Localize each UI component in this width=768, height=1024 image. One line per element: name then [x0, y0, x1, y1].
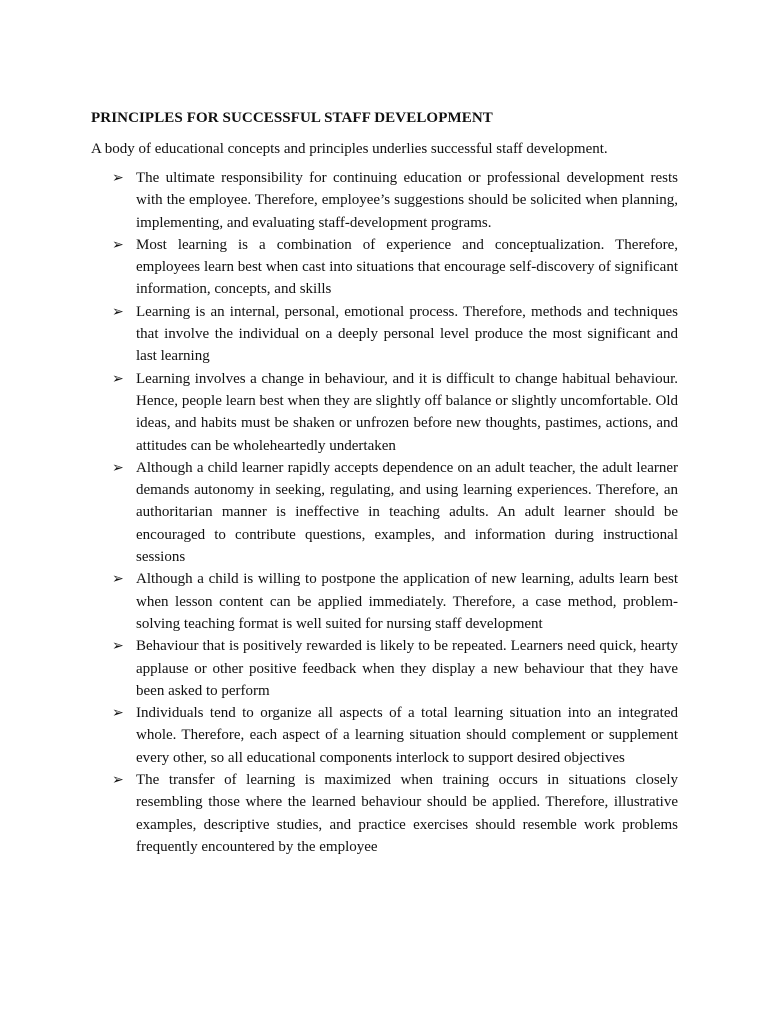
list-item	[112, 234, 678, 301]
list-item	[112, 702, 678, 769]
arrowhead-bullet-icon: ➢	[112, 571, 124, 588]
list-item-text: Most learning is a combination of experience and conceptualization. Therefore, employees learn best when cast into situations that encourage self-discovery of significant information, concepts, and skills	[136, 236, 678, 298]
list-item	[112, 457, 678, 568]
arrowhead-bullet-icon: ➢	[112, 303, 124, 320]
page-title: PRINCIPLES FOR SUCCESSFUL STAFF DEVELOPMENT	[91, 110, 493, 126]
list-item	[112, 301, 678, 368]
list-item	[112, 167, 678, 234]
arrowhead-bullet-icon: ➢	[112, 459, 124, 476]
arrowhead-bullet-icon: ➢	[112, 638, 124, 655]
arrowhead-bullet-icon: ➢	[112, 772, 124, 789]
arrowhead-bullet-icon: ➢	[112, 705, 124, 722]
principles-list	[112, 167, 678, 858]
list-item-text: Behaviour that is positively rewarded is likely to be repeated. Learners need quick, hearty applause or other positive feedback when they display a new behaviour that they have been asked to perform	[136, 638, 678, 699]
list-item-text: The transfer of learning is maximized when training occurs in situations closely resembling those where the learned behaviour should be applied. Therefore, illustrative examples, descriptive studies, and practice exercises should resemble work problems frequently encountered by the employee	[136, 772, 678, 855]
list-item-text: Learning is an internal, personal, emotional process. Therefore, methods and techniques that involve the individual on a deeply personal level produce the most significant and last learning	[136, 303, 678, 365]
list-item-text: Although a child is willing to postpone the application of new learning, adults learn best when lesson content can be applied immediately. Therefore, a case method, problem-solving teaching format is well suited for nursing staff development	[136, 571, 678, 632]
list-item-text: Although a child learner rapidly accepts dependence on an adult teacher, the adult learner demands autonomy in seeking, regulating, and using learning experiences. Therefore, an authoritarian manner is ineffective in teaching adults. An adult learner should be encouraged to contribute questions, examples, and information during instructional sessions	[136, 459, 678, 566]
intro-paragraph: A body of educational concepts and principles underlies successful staff development.	[91, 141, 608, 157]
arrowhead-bullet-icon: ➢	[112, 236, 124, 253]
arrowhead-bullet-icon: ➢	[112, 170, 124, 186]
list-item	[112, 769, 678, 858]
list-item	[112, 635, 678, 702]
list-item-text: Individuals tend to organize all aspects of a total learning situation into an integrated whole. Therefore, each aspect of a learning situation should complement or supplement every other, so all educational components interlock to support desired objectives	[136, 705, 678, 766]
list-item-text: The ultimate responsibility for continuing education or professional development rests with the employee. Therefore, employee’s suggestions should be solicited when planning, implementing, and evaluating staff-development programs.	[136, 170, 678, 231]
list-item-text: Learning involves a change in behaviour, and it is difficult to change habitual behaviour. Hence, people learn best when they are slightly off balance or slightly uncomfortable. Old ideas, and habits must be shaken or unfrozen before new thoughts, pastimes, actions, and attitudes can be wholeheartedly undertaken	[136, 370, 678, 454]
list-item	[112, 568, 678, 635]
list-item	[112, 368, 678, 457]
arrowhead-bullet-icon: ➢	[112, 370, 124, 387]
